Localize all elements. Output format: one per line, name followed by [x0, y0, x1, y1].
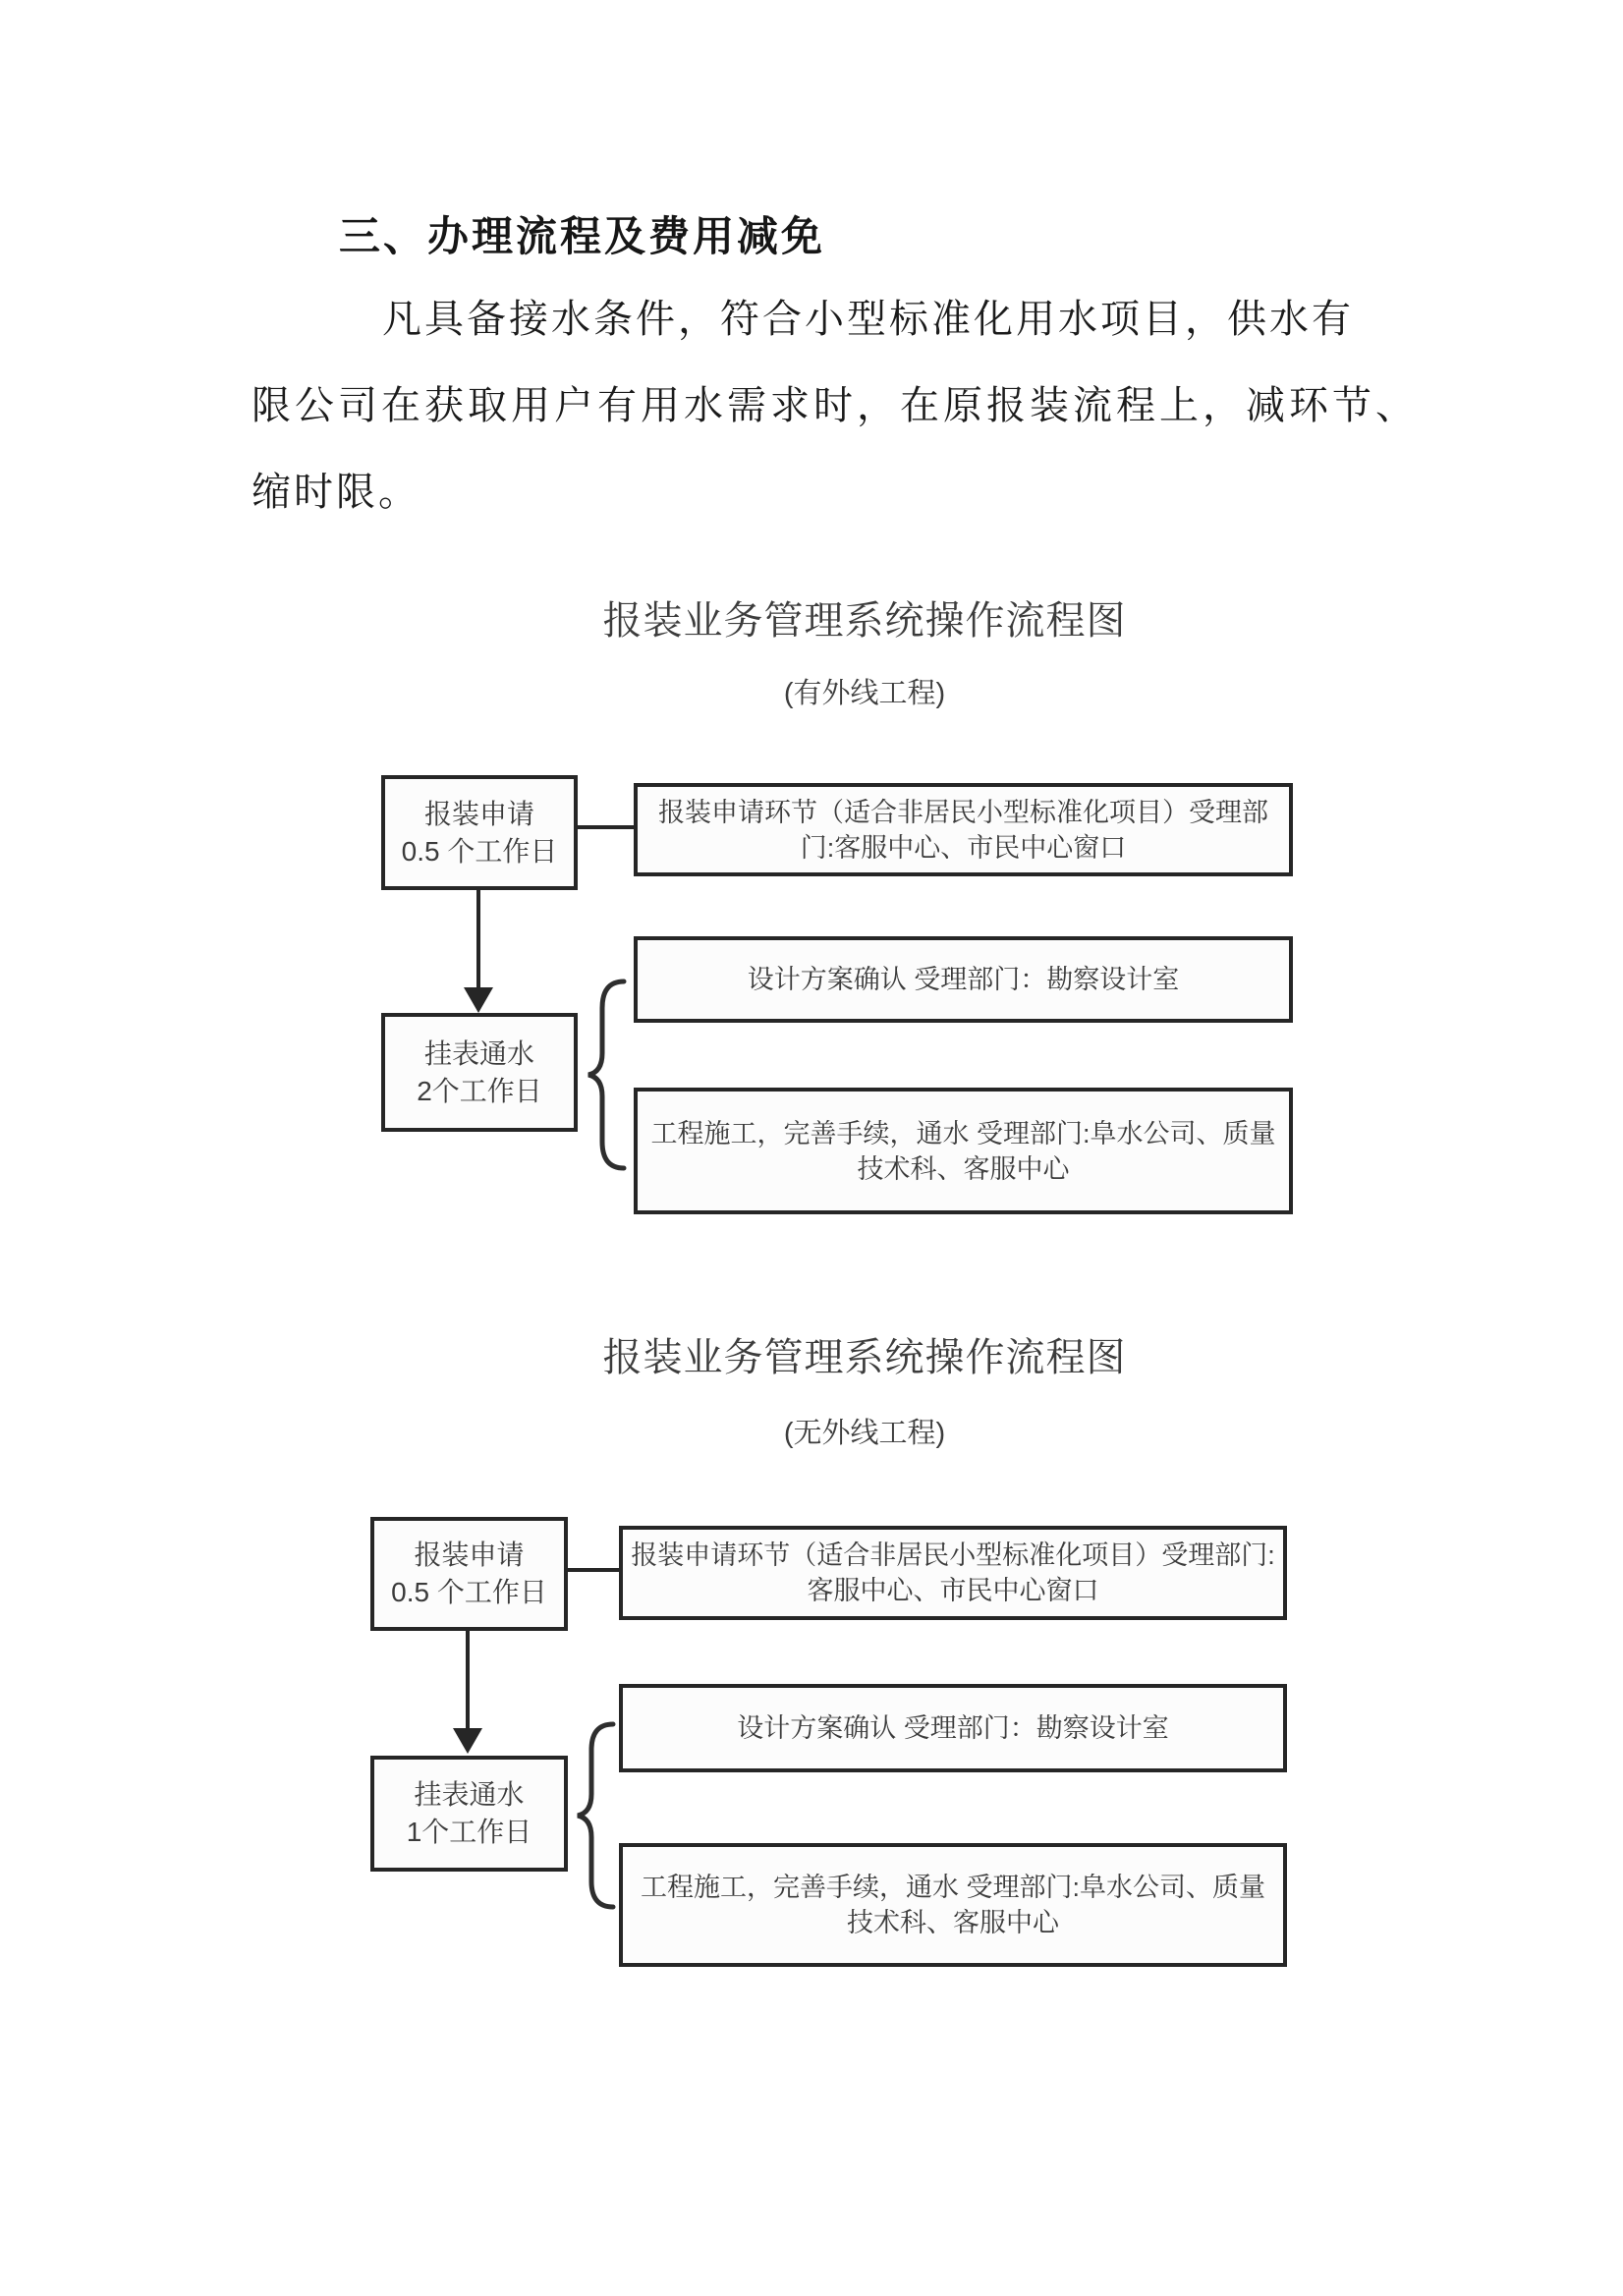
left-curly-brace-icon	[568, 1721, 617, 1910]
meter-box-label: 挂表通水	[423, 1037, 534, 1069]
arrow-down-icon	[464, 987, 493, 1013]
flowchart-1-meter-box	[381, 1013, 578, 1132]
section-heading: 三、办理流程及费用减免	[339, 215, 826, 260]
flowchart-2-title: 报装业务管理系统操作流程图	[602, 1336, 1127, 1379]
paragraph-line-3: 缩时限。	[252, 470, 420, 514]
apply-box-label: 报装申请	[423, 798, 534, 829]
left-curly-brace-icon	[579, 979, 628, 1171]
flowchart-1-construction-detail-box	[634, 1088, 1293, 1214]
arrow-down-icon	[453, 1728, 482, 1754]
connector-line	[576, 825, 636, 829]
flowchart-1-title: 报装业务管理系统操作流程图	[602, 599, 1127, 643]
meter-box-duration: 1个工作日	[406, 1817, 532, 1847]
meter-box-duration: 2个工作日	[417, 1075, 542, 1106]
flowchart-2-apply-box	[370, 1517, 568, 1631]
flowchart-1-apply-box	[381, 775, 578, 890]
flowchart-1-apply-detail-box	[634, 783, 1293, 876]
apply-detail-text: 报装申请环节（适合非居民小型标准化项目）受理部门:客服中心、市民中心窗口	[631, 1540, 1275, 1605]
meter-box-label: 挂表通水	[414, 1779, 525, 1810]
apply-box-duration: 0.5 个工作日	[401, 835, 558, 867]
flowchart-2-apply-detail-box	[619, 1526, 1287, 1620]
apply-box-duration: 0.5 个工作日	[391, 1577, 547, 1607]
apply-detail-text: 报装申请环节（适合非居民小型标准化项目）受理部门:客服中心、市民中心窗口	[658, 797, 1268, 863]
paragraph-line-2: 限公司在获取用户有用水需求时，在原报装流程上，减环节、	[252, 383, 1419, 427]
flowchart-1-design-detail-box	[634, 936, 1293, 1023]
connector-line	[476, 888, 480, 988]
flowchart-1-subtitle: (有外线工程)	[783, 678, 946, 709]
paragraph-line-1: 凡具备接水条件，符合小型标准化用水项目，供水有	[382, 297, 1354, 341]
flowchart-2-meter-box	[370, 1756, 568, 1872]
flowchart-2-construction-detail-box	[619, 1843, 1287, 1967]
construction-detail-text: 工程施工，完善手续，通水 受理部门:阜水公司、质量技术科、客服中心	[640, 1873, 1265, 1937]
flowchart-2-subtitle: (无外线工程)	[783, 1418, 946, 1449]
construction-detail-text: 工程施工，完善手续，通水 受理部门:阜水公司、质量技术科、客服中心	[650, 1118, 1276, 1184]
connector-line	[466, 1629, 470, 1729]
flowchart-2-design-detail-box	[619, 1684, 1287, 1772]
design-detail-text: 设计方案确认 受理部门：勘察设计室	[747, 965, 1180, 994]
connector-line	[566, 1568, 621, 1572]
design-detail-text: 设计方案确认 受理部门：勘察设计室	[737, 1713, 1169, 1743]
apply-box-label: 报装申请	[414, 1540, 525, 1570]
